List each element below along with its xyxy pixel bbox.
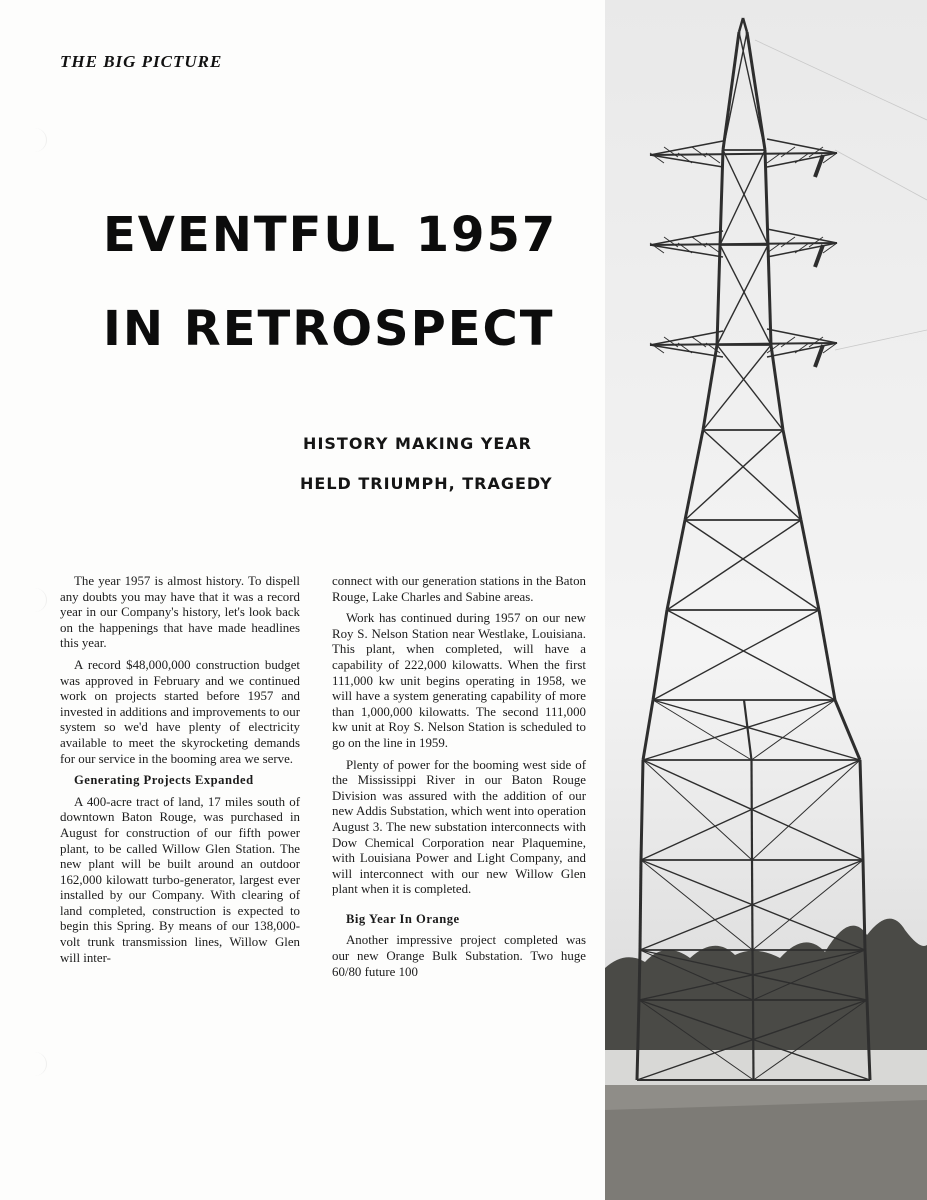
paragraph: Work has continued during 1957 on our new Roy S. Nelson Station near Westlake, Louisiana. This plant, when completed, will have a capability of 222,000 kilowatts. When the first 111,000 kw unit begins operating in 1958, we will have a system generating capability of more than 1,000,000 kilowatts. The second 111,000 kw unit at Roy S. Nelson Station is scheduled to go on the line in 1959. [332,611,586,750]
paragraph: The year 1957 is almost history. To dispell any doubts you may have that it was a record year in our Company's history, let's look back on the happenings that have made headlines this year. [60,574,300,651]
paragraph: A 400-acre tract of land, 17 miles south of downtown Baton Rouge, was purchased in August for construction of our fifth power plant, to be called Willow Glen Station. The new plant will be built around an outdoor 162,000 kilowatt turbo-generator, largest ever installed by our Company. With clearing of land completed, construction is expected to begin this Spring. By means of our 138,000-volt trunk transmission lines, Willow Glen will inter- [60,794,300,965]
punch-hole [22,128,47,152]
punch-hole [22,588,47,612]
punch-hole [22,1052,47,1076]
paragraph-continuation: connect with our generation stations in the Baton Rouge, Lake Charles and Sabine areas. [332,574,586,604]
deck-line-1: HISTORY MAKING YEAR [303,434,532,453]
section-label: THE BIG PICTURE [60,52,223,71]
headline-line-1: EVENTFUL 1957 [103,207,558,263]
subhead-big-year-orange: Big Year In Orange [346,911,460,926]
paragraph: A record $48,000,000 construction budget was approved in February and we continued work on projects started before 1957 and invested in additions and improvements to our system so we'd have plenty of electricity available to meet the skyrocketing demands for our service in the booming area we serve. [60,657,300,766]
deck-line-2: HELD TRIUMPH, TRAGEDY [300,474,553,493]
headline-line-2: IN RETROSPECT [103,301,555,357]
transmission-tower-photo [605,0,927,1200]
subhead-generating-projects: Generating Projects Expanded [74,773,254,788]
transmission-tower-icon [605,0,927,1200]
deck [300,424,553,504]
headline [103,188,573,376]
paragraph: Plenty of power for the booming west side of the Mississippi River in our Baton Rouge Division was assured with the addition of our new Addis Substation, which went into operation August 3. The new substation interconnects with Dow Chemical Corporation near Plaquemine, with Louisiana Power and Light Company, and will interconnect with our new Willow Glen plant when it is completed. [332,757,586,897]
article-column-1 [60,574,300,972]
article-column-2 [332,574,586,986]
paragraph: Another impressive project completed was our new Orange Bulk Substation. Two huge 60/80 future 100 [332,933,586,979]
